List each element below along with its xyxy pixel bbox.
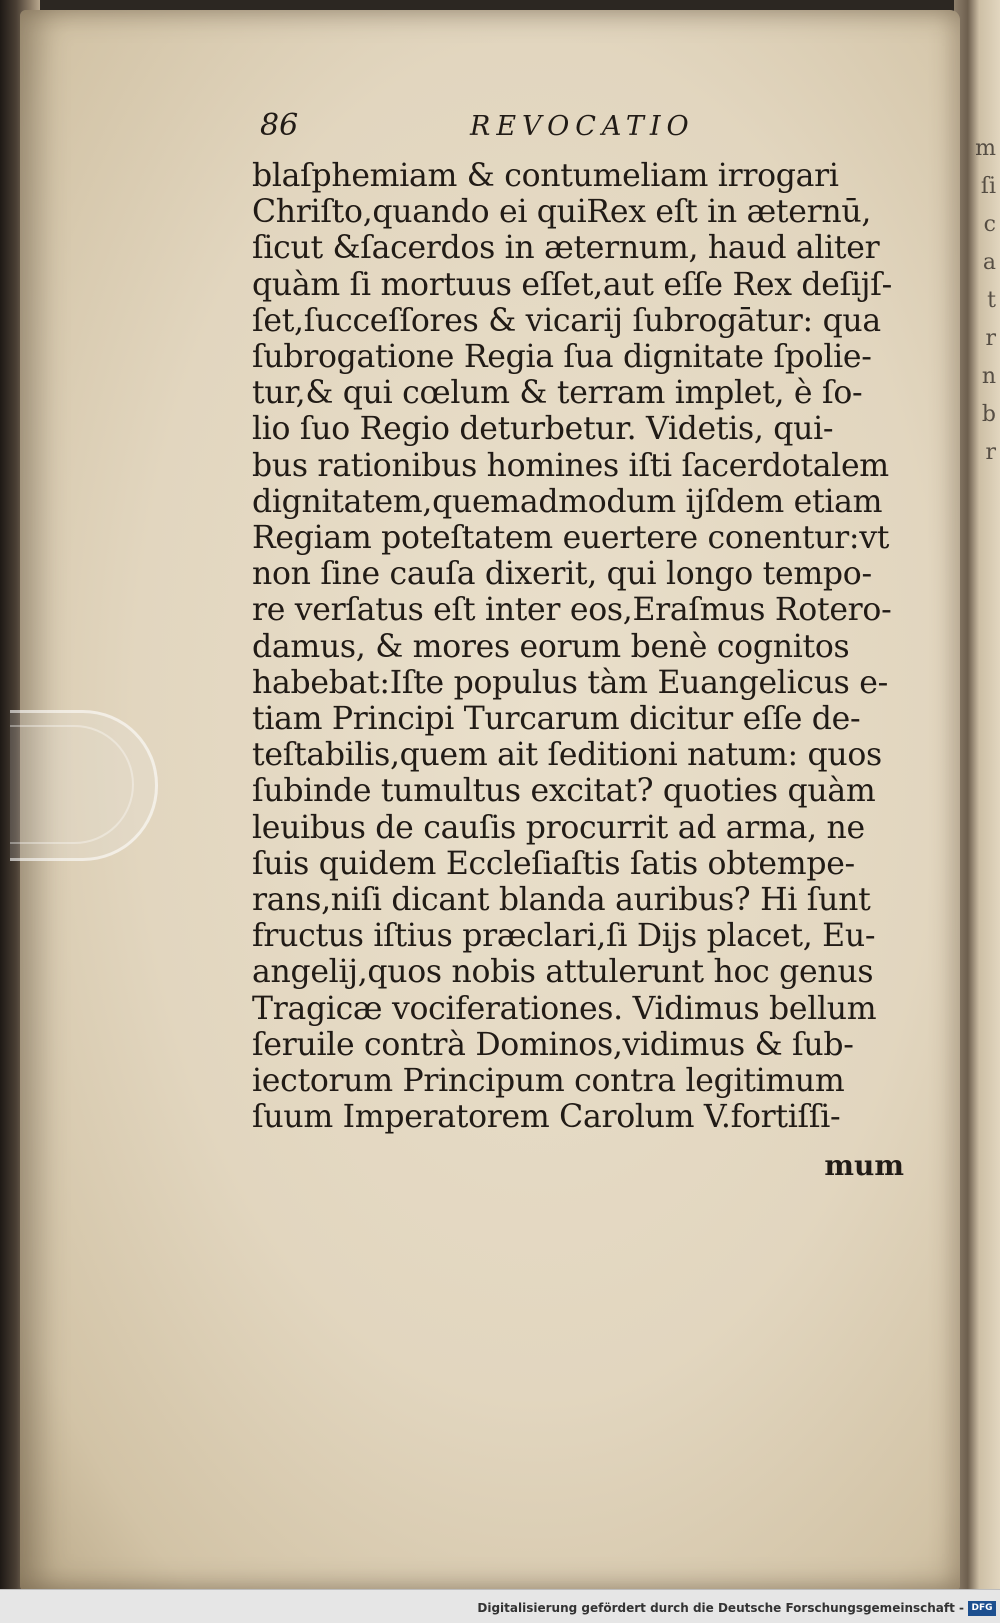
text-line: non ſine cauſa dixerit, qui longo tempo- <box>252 556 872 593</box>
adjacent-fragment: r <box>985 326 996 351</box>
adjacent-fragment: n <box>981 364 996 389</box>
text-line: quàm ſi mortuus eſſet,aut eſſe Rex deſijſ- <box>252 266 892 303</box>
text-line: Tragicæ vociferationes. Vidimus bellum <box>252 990 877 1027</box>
page-clip-inner <box>10 725 134 844</box>
text-line: dignitatem,quemadmodum ijſdem etiam <box>252 483 883 520</box>
text-line: ſuis quidem Eccleſiaſtis ſatis obtempe- <box>252 845 855 882</box>
adjacent-page-edge <box>954 0 1000 1590</box>
adjacent-fragment: t <box>987 288 996 313</box>
text-line: damus, & mores eorum benè cognitos <box>252 628 850 665</box>
text-line: lio ſuo Regio deturbetur. Videtis, qui- <box>252 411 834 448</box>
text-line: bus rationibus homines iſti ſacerdotalem <box>252 447 889 484</box>
page-number: 86 <box>260 108 299 143</box>
text-line: fructus iſtius præclari,ſi Dijs placet, Eu- <box>252 918 876 955</box>
adjacent-fragment: a <box>982 250 996 275</box>
text-line: leuibus de cauſis procurrit ad arma, ne <box>252 809 865 846</box>
text-line: iectorum Principum contra legitimum <box>252 1063 845 1100</box>
text-line: tiam Principi Turcarum dicitur eſſe de- <box>252 701 861 738</box>
text-line: teſtabilis,quem ait ſeditioni natum: quos <box>252 737 882 774</box>
text-line: angelij,quos nobis attulerunt hoc genus <box>252 954 874 991</box>
text-line: ſubinde tumultus excitat? quoties quàm <box>252 773 876 810</box>
text-line: rans,niſi dicant blanda auribus? Hi ſunt <box>252 882 871 919</box>
text-line: ſeruile contrà Dominos,vidimus & ſub- <box>252 1026 854 1063</box>
text-line: Regiam poteſtatem euertere conentur:vt <box>252 520 890 557</box>
page-text-block <box>252 108 912 1182</box>
adjacent-fragment: r <box>985 440 996 465</box>
adjacent-fragment: ſi <box>980 174 996 199</box>
text-line: ſuum Imperatorem Carolum V.fortiſſi- <box>252 1099 841 1136</box>
body-text <box>252 158 912 1135</box>
text-line: Chriſto,quando ei quiRex eſt in æternū, <box>252 194 872 231</box>
adjacent-fragment: m <box>975 136 996 161</box>
text-line: habebat:Iſte populus tàm Euangelicus e- <box>252 664 888 701</box>
dfg-logo: DFG <box>968 1601 996 1616</box>
text-line: blaſphemiam & contumeliam irrogari <box>252 158 839 194</box>
digitization-footer <box>0 1589 1000 1623</box>
text-line: re verſatus eſt inter eos,Eraſmus Rotero- <box>252 592 892 629</box>
catchword: mum <box>824 1149 904 1183</box>
text-line: tur,& qui cœlum & terram implet, è ſo- <box>252 375 863 412</box>
page-header <box>252 108 912 158</box>
running-title: REVOCATIO <box>470 111 695 142</box>
text-line: ſicut &ſacerdos in æternum, haud aliter <box>252 230 880 267</box>
adjacent-page-text <box>970 130 996 472</box>
adjacent-fragment: c <box>983 212 996 237</box>
footer-credit: Digitalisierung gefördert durch die Deutsche Forschungsgemeinschaft - <box>477 1601 964 1615</box>
text-line: ſet,ſucceſſores & vicarij ſubrogātur: qua <box>252 302 881 339</box>
text-line: ſubrogatione Regia ſua dignitate ſpolie- <box>252 339 872 376</box>
adjacent-fragment: b <box>981 402 996 427</box>
